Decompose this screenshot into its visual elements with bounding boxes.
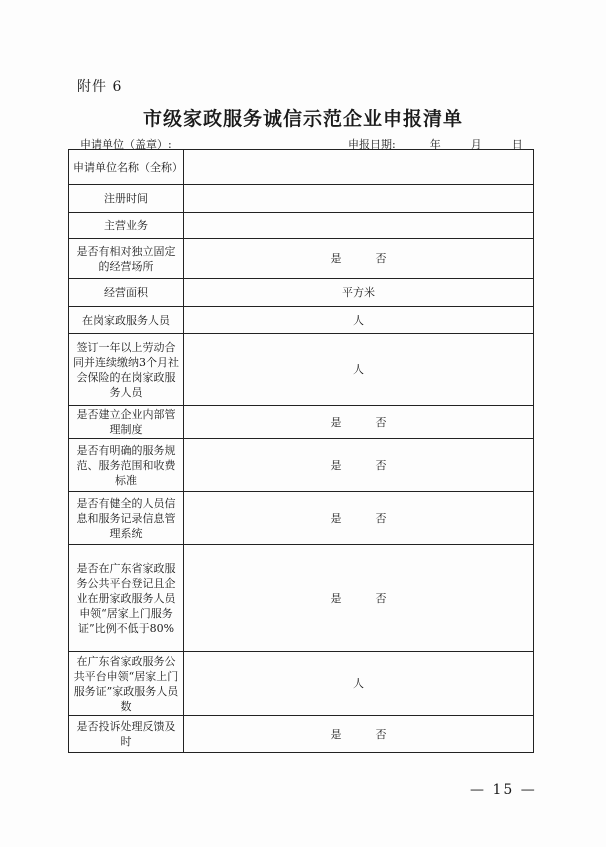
management-system-choice[interactable] xyxy=(184,406,534,439)
month-label: 月 xyxy=(470,138,482,151)
no-option[interactable]: 否 xyxy=(375,511,387,525)
row-label-info-system: 是否有健全的人员信息和服务记录信息管理系统 xyxy=(69,492,184,545)
yes-option[interactable]: 是 xyxy=(330,727,342,741)
row-label-management-system: 是否建立企业内部管理制度 xyxy=(69,406,184,439)
page-number: — 15 — xyxy=(470,782,537,798)
registration-time-field[interactable] xyxy=(184,185,534,213)
main-business-field[interactable] xyxy=(184,213,534,239)
yes-option[interactable]: 是 xyxy=(330,252,342,265)
table-row xyxy=(69,150,534,185)
no-option[interactable]: 否 xyxy=(375,252,387,265)
yes-option[interactable]: 是 xyxy=(330,415,342,429)
yes-option[interactable]: 是 xyxy=(330,458,342,472)
no-option[interactable]: 否 xyxy=(375,458,387,472)
contracted-staff-field[interactable]: 人 xyxy=(184,334,534,406)
row-label-platform-registration: 是否在广东省家政服务公共平台登记且企业在册家政服务人员申领“居家上门服务证”比例不低于80% xyxy=(69,545,184,652)
table-row xyxy=(69,279,534,307)
no-option[interactable]: 否 xyxy=(375,415,387,429)
row-label-premises: 是否有相对独立固定的经营场所 xyxy=(69,239,184,279)
table-row xyxy=(69,185,534,213)
yes-option[interactable]: 是 xyxy=(330,511,342,525)
row-label-certified-staff: 在广东省家政服务公共平台申领“居家上门服务证”家政服务人员数 xyxy=(69,652,184,716)
staff-count-field[interactable]: 人 xyxy=(184,307,534,334)
area-field[interactable]: 平方米 xyxy=(184,279,534,307)
application-form-table xyxy=(68,149,534,753)
row-label-contracted-staff: 签订一年以上劳动合同并连续缴纳3个月社会保险的在岗家政服务人员 xyxy=(69,334,184,406)
table-row xyxy=(69,439,534,492)
platform-registration-choice[interactable] xyxy=(184,545,534,652)
no-option[interactable]: 否 xyxy=(375,591,387,605)
row-label-staff: 在岗家政服务人员 xyxy=(69,307,184,334)
row-label-registration-time: 注册时间 xyxy=(69,185,184,213)
row-label-company-name: 申请单位名称（全称） xyxy=(69,150,184,185)
table-row xyxy=(69,545,534,652)
certified-staff-field[interactable]: 人 xyxy=(184,652,534,716)
table-row xyxy=(69,652,534,716)
meta-row xyxy=(80,136,535,150)
table-row xyxy=(69,213,534,239)
date-label: 申报日期: xyxy=(348,138,396,151)
row-label-main-business: 主营业务 xyxy=(69,213,184,239)
row-label-complaint-handling: 是否投诉处理反馈及时 xyxy=(69,716,184,753)
table-row xyxy=(69,239,534,279)
premises-choice[interactable] xyxy=(184,239,534,279)
year-label: 年 xyxy=(429,138,441,151)
attachment-label: 附件 6 xyxy=(77,79,123,95)
info-system-choice[interactable] xyxy=(184,492,534,545)
page-title: 市级家政服务诚信示范企业申报清单 xyxy=(142,108,463,130)
table-row xyxy=(69,716,534,753)
row-label-area: 经营面积 xyxy=(69,279,184,307)
service-standards-choice[interactable] xyxy=(184,439,534,492)
table-row xyxy=(69,307,534,334)
table-row xyxy=(69,406,534,439)
row-label-service-standards: 是否有明确的服务规范、服务范围和收费标准 xyxy=(69,439,184,492)
applicant-label: 申请单位（盖章）: xyxy=(80,138,172,151)
day-label: 日 xyxy=(511,138,523,151)
company-name-field[interactable] xyxy=(184,150,534,185)
table-row xyxy=(69,492,534,545)
table-row xyxy=(69,334,534,406)
yes-option[interactable]: 是 xyxy=(330,591,342,605)
no-option[interactable]: 否 xyxy=(375,727,387,741)
complaint-handling-choice[interactable] xyxy=(184,716,534,753)
